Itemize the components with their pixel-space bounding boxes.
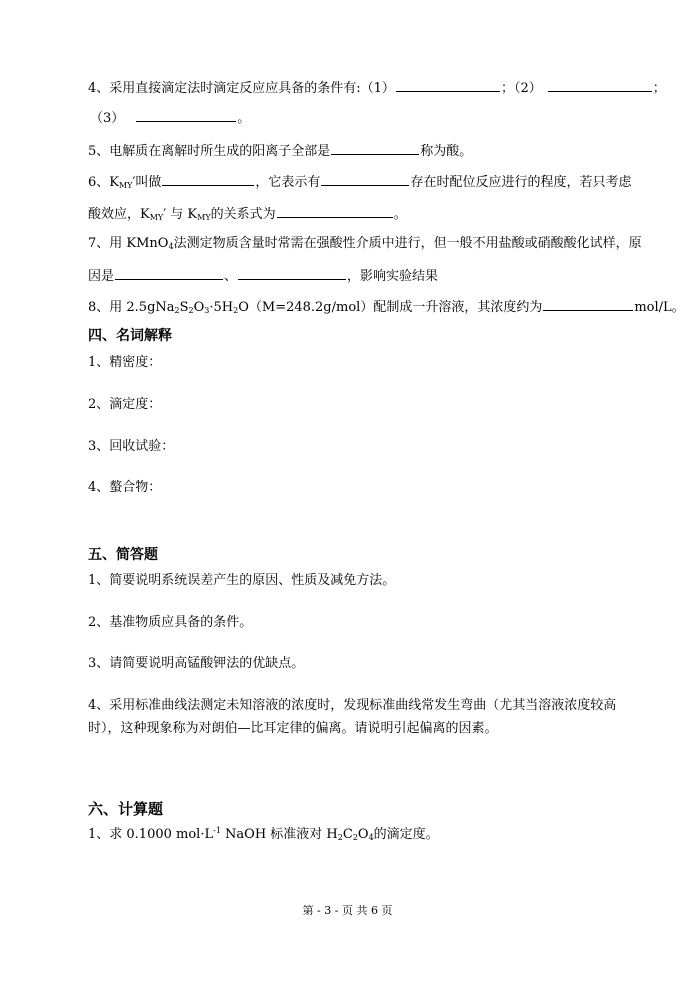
- section-5-item-4-line-1: 4、采用标准曲线法测定未知溶液的浓度时，发现标准曲线常发生弯曲（尤其当溶液浓度较高: [88, 698, 617, 713]
- section-4-item-1: 1、精密度：: [88, 355, 162, 370]
- question-7-line-2: [88, 266, 438, 286]
- subscript-2: 2: [174, 306, 180, 315]
- section-4-item-4: 4、螯合物：: [88, 480, 162, 495]
- question-5-prefix: 5、电解质在离解时所生成的阳离子全部是: [88, 144, 331, 159]
- answer-blank-q6-1[interactable]: [162, 172, 254, 186]
- question-6-line2-end: 。: [393, 207, 407, 222]
- section-6-item-1-mid: NaOH 标准液对 H: [220, 827, 338, 842]
- answer-blank-q4-1[interactable]: [396, 78, 500, 92]
- question-6-mid-a: ′叫做: [132, 175, 162, 190]
- question-7-line2-sep: 、: [224, 269, 238, 284]
- question-8-unit: mol/L。: [634, 300, 685, 315]
- section-5-title: 五、简答题: [88, 547, 158, 563]
- question-4-end-2: ；: [652, 81, 666, 96]
- question-4-end-3: 。: [237, 111, 251, 126]
- page-footer: 第 - 3 - 页 共 6 页: [302, 904, 393, 917]
- question-8-mid: ·5H: [209, 300, 234, 315]
- question-6-line2-mid-b: 的关系式为: [210, 207, 276, 222]
- answer-blank-q6-2[interactable]: [321, 172, 409, 186]
- section-4-title: 四、名词解释: [88, 328, 172, 344]
- answer-blank-q6-3[interactable]: [277, 204, 393, 218]
- section-6-item-1-end: 的滴定度。: [373, 827, 439, 842]
- carbon-symbol: C: [342, 827, 353, 842]
- question-4-line-1: [88, 78, 666, 98]
- subscript-2: 2: [188, 306, 194, 315]
- answer-blank-q7-2[interactable]: [238, 266, 346, 280]
- answer-blank-q4-2[interactable]: [548, 78, 652, 92]
- question-8-prefix: 8、用 2.5gNa: [88, 300, 175, 315]
- subscript-my: MY: [149, 213, 164, 222]
- question-4-sep-2: ；（2）: [500, 81, 542, 96]
- question-6-prefix: 6、K: [88, 175, 119, 190]
- question-6-line-1: [88, 172, 631, 192]
- section-4-item-2: 2、滴定度：: [88, 397, 162, 412]
- question-4-line-2: [90, 108, 250, 128]
- section-5-item-4-line-2: 时），这种现象称为对朗伯—比耳定律的偏离。请说明引起偏离的因素。: [88, 721, 498, 736]
- subscript-2: 2: [337, 833, 343, 842]
- oxygen-symbol: O: [357, 827, 369, 842]
- question-5: [88, 141, 472, 161]
- section-5-item-3: 3、请简要说明高锰酸钾法的优缺点。: [88, 656, 305, 671]
- question-8: [88, 297, 685, 317]
- question-7-line-1: [88, 235, 642, 253]
- oxygen-symbol: O: [193, 300, 205, 315]
- section-4-item-3: 3、回收试验：: [88, 439, 175, 454]
- subscript-4: 4: [168, 242, 174, 251]
- answer-blank-q7-1[interactable]: [115, 266, 223, 280]
- question-4-prefix: 4、采用直接滴定法时滴定反应应具备的条件有:（1）: [88, 81, 395, 96]
- question-6-line2-prefix: 酸效应，K: [88, 207, 150, 222]
- answer-blank-q4-3[interactable]: [136, 108, 236, 122]
- subscript-2: 2: [233, 306, 239, 315]
- question-7-line2-end: ，影响实验结果: [347, 269, 439, 284]
- section-5-item-1: 1、简要说明系统误差产生的原因、性质及减免方法。: [88, 573, 396, 588]
- subscript-2: 2: [352, 833, 358, 842]
- question-8-tail: O（M=248.2g/mol）配制成一升溶液，其浓度约为: [238, 300, 543, 315]
- question-7-prefix: 7、用 KMnO: [88, 236, 169, 251]
- answer-blank-q8[interactable]: [543, 297, 633, 311]
- question-6-line-2: [88, 204, 407, 224]
- section-6-item-1: [88, 826, 439, 844]
- question-6-line2-mid-a: ′ 与 K: [163, 207, 198, 222]
- question-6-mid-c: 存在时配位反应进行的程度，若只考虑: [410, 175, 632, 190]
- sulfur-symbol: S: [179, 300, 189, 315]
- question-7-mid: 法测定物质含量时常需在强酸性介质中进行，但一般不用盐酸或硝酸酸化试样，原: [173, 236, 642, 251]
- question-7-line2-prefix: 因是: [88, 269, 115, 284]
- question-6-mid-b: ，它表示有: [255, 175, 321, 190]
- question-4-label-3: （3）: [90, 111, 125, 126]
- subscript-4: 4: [368, 833, 374, 842]
- section-6-item-1-prefix: 1、求 0.1000 mol·L: [88, 827, 214, 842]
- superscript-minus-1: -1: [213, 826, 221, 835]
- section-6-title: 六、计算题: [88, 800, 164, 818]
- section-5-item-2: 2、基准物质应具备的条件。: [88, 615, 253, 630]
- subscript-my: MY: [197, 213, 211, 222]
- answer-blank-q5[interactable]: [331, 141, 419, 155]
- subscript-3: 3: [204, 306, 210, 315]
- question-5-suffix: 称为酸。: [420, 144, 473, 159]
- subscript-my: MY: [118, 181, 133, 190]
